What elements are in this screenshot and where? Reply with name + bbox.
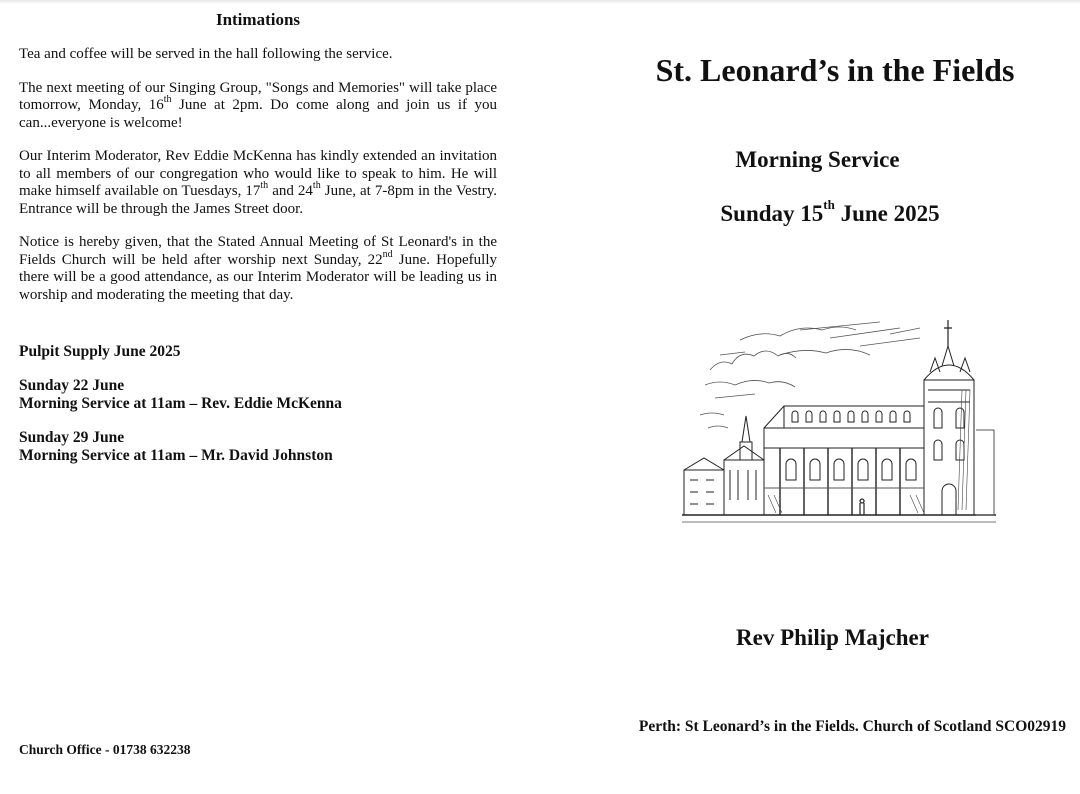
top-edge [0, 0, 1080, 4]
service-title: Morning Service [735, 147, 900, 172]
intimation-singing-group: The next meeting of our Singing Group, "Songs and Memories" will take place tomorrow, Monday, 16th June at 2pm. Do come along and join us if you can...everyone is welcome! [19, 79, 497, 131]
pulpit-entry-date: Sunday 29 June [19, 429, 125, 446]
pulpit-entry [19, 377, 342, 412]
intimations-heading: Intimations [215, 10, 301, 29]
service-date: Sunday 15th June 2025 [720, 197, 940, 226]
pulpit-entry-service: Morning Service at 11am – Mr. David Johnston [19, 446, 333, 464]
pulpit-entry-date: Sunday 22 June [19, 377, 125, 394]
intimation-interim-moderator: Our Interim Moderator, Rev Eddie McKenna has kindly extended an invitation to all members of our congregation who would like to speak to him. He will make himself available on Tuesdays, 17th and 24th June, at 7-8pm in the Vestry. Entrance will be through the James Street door. [19, 148, 497, 217]
church-name-title: St. Leonard’s in the Fields [655, 52, 1015, 88]
intimation-annual-meeting: Notice is hereby given, that the Stated Annual Meeting of St Leonard's in the Fields Church will be held after worship next Sunday, 22nd June. Hopefully there will be a good attendance, as our Interim Moderator will be leading us in worship and moderating the meeting that day. [19, 234, 497, 303]
church-footer: Perth: St Leonard’s in the Fields. Church of Scotland SCO02919 [638, 718, 1066, 735]
church-office-phone: Church Office - 01738 632238 [19, 742, 191, 757]
minister-name: Rev Philip Majcher [736, 625, 929, 650]
church-sketch-icon [680, 310, 998, 530]
pulpit-supply-title: Pulpit Supply June 2025 [19, 343, 181, 360]
pulpit-entry [19, 429, 333, 464]
pulpit-entry-service: Morning Service at 11am – Rev. Eddie McKenna [19, 394, 342, 412]
intimations-panel [19, 10, 497, 320]
intimation-tea-coffee: Tea and coffee will be served in the hall following the service. [19, 46, 393, 62]
